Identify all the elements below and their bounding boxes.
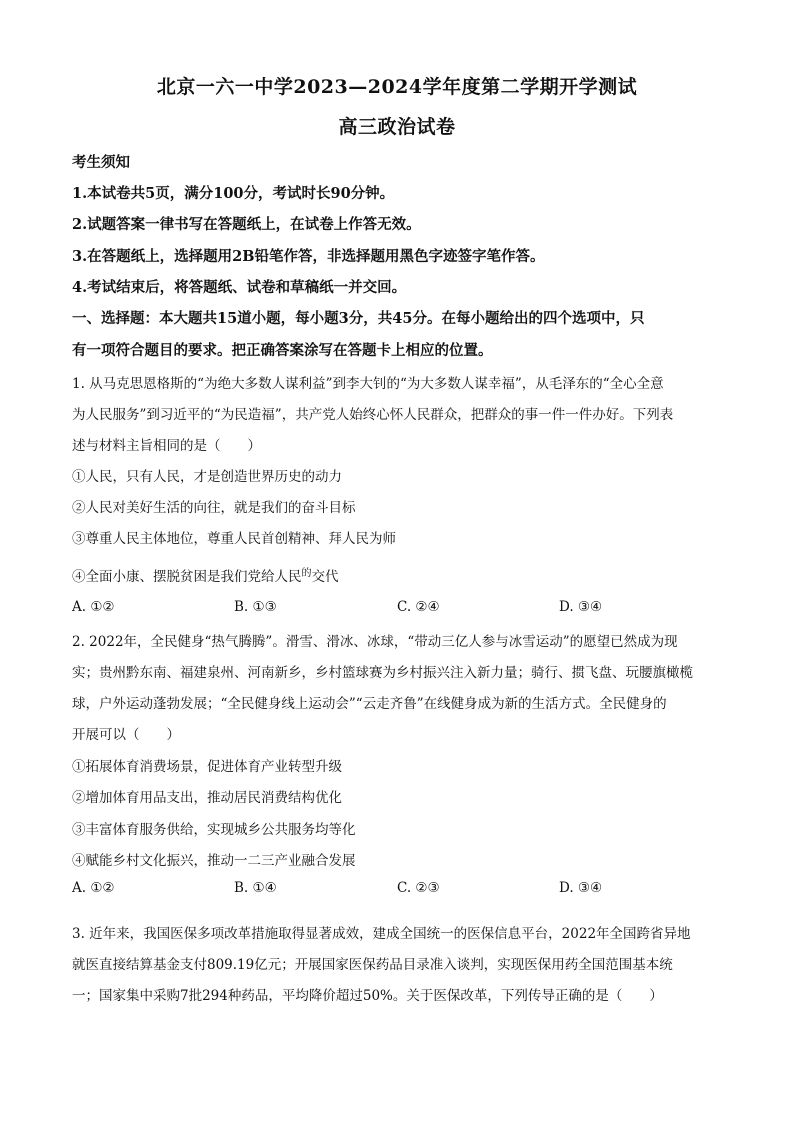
notice-item: 1.本试卷共5页，满分100分，考试时长90分钟。 — [72, 185, 395, 202]
question-stem: 为人民服务”到习近平的“为民造福”，共产党人始终心怀人民群众，把群众的事一件一件办好。下列表 — [72, 407, 674, 423]
statement: ③丰富体育服务供给，实现城乡公共服务均等化 — [72, 822, 356, 838]
question-stem: 3. 近年来，我国医保多项改革措施取得显著成效，建成全国统一的医保信息平台，2022年全国跨省异地 — [72, 926, 691, 942]
option-c: C. ②③ — [397, 880, 440, 896]
option-a: A. ①② — [72, 599, 115, 615]
option-b: B. ①④ — [234, 880, 277, 896]
statement: ①人民，只有人民，才是创造世界历史的动力 — [72, 469, 342, 485]
statement: ②人民对美好生活的向往，就是我们的奋斗目标 — [72, 500, 356, 516]
option-b: B. ①③ — [234, 599, 277, 615]
page-title: 北京一六一中学2023—2024学年度第二学期开学测试 — [156, 76, 638, 98]
notice-item: 4.考试结束后，将答题纸、试卷和草稿纸一并交回。 — [72, 279, 407, 296]
statement: ③尊重人民主体地位，尊重人民首创精神、拜人民为师 — [72, 531, 396, 547]
statement: ①拓展体育消费场景，促进体育产业转型升级 — [72, 759, 342, 775]
statement: ④赋能乡村文化振兴，推动一二三产业融合发展 — [72, 853, 356, 869]
section-instruction: 有一项符合题目的要求。把正确答案涂写在答题卡上相应的位置。 — [72, 342, 493, 359]
notice-item: 2.试题答案一律书写在答题纸上，在试卷上作答无效。 — [72, 216, 421, 233]
section-instruction: 一、选择题：本大题共15道小题，每小题3分，共45分。在每小题给出的四个选项中，只 — [72, 310, 645, 327]
statement: ②增加体育用品支出，推动居民消费结构优化 — [72, 790, 342, 806]
statement: ④全面小康、摆脱贫困是我们党给人民$^的$交代 — [72, 568, 339, 585]
notice-heading: 考生须知 — [72, 154, 130, 171]
option-a: A. ①② — [72, 880, 115, 896]
question-stem: 开展可以（ ） — [72, 727, 180, 743]
question-stem: 述与材料主旨相同的是（ ） — [72, 438, 261, 454]
option-d: D. ③④ — [559, 599, 603, 615]
option-d: D. ③④ — [559, 880, 603, 896]
page-subtitle: 高三政治试卷 — [338, 116, 456, 138]
notice-item: 3.在答题纸上，选择题用2B铅笔作答，非选择题用黑色字迹签字笔作答。 — [72, 248, 545, 265]
option-c: C. ②④ — [397, 599, 440, 615]
question-stem: 1. 从马克思恩格斯的“为绝大多数人谋利益”到李大钊的“为大多数人谋幸福”，从毛泽东的“全心全意 — [72, 376, 664, 392]
question-stem: 2. 2022年，全民健身“热气腾腾”。滑雪、滑冰、冰球，“带动三亿人参与冰雪运动”的愿望已然成为现 — [72, 634, 678, 650]
question-stem: 实；贵州黔东南、福建泉州、河南新乡，乡村篮球赛为乡村振兴注入新力量；骑行、掼飞盘、玩腰旗橄榄 — [72, 665, 693, 681]
question-stem: 一；国家集中采购7批294种药品，平均降价超过50%。关于医保改革，下列传导正确的是（ ） — [72, 988, 663, 1004]
question-stem: 就医直接结算基金支付809.19亿元；开展国家医保药品目录准入谈判，实现医保用药全国范围基本统 — [72, 957, 673, 973]
question-stem: 球，户外运动蓬勃发展；“全民健身线上运动会”“云走齐鲁”在线健身成为新的生活方式。全民健身的 — [72, 696, 667, 712]
